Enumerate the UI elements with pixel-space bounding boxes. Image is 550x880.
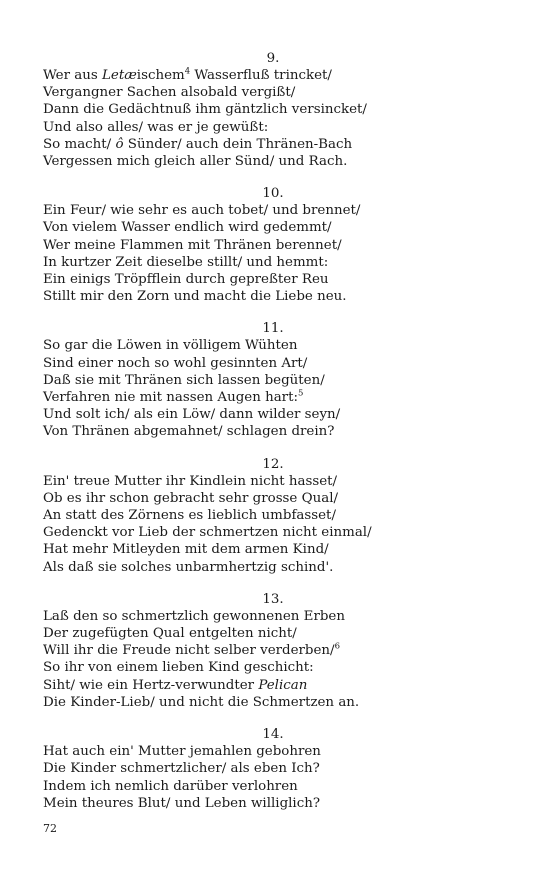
verse-line <box>43 219 483 236</box>
verse-line <box>43 778 483 795</box>
line-text: Mein theures Blut/ und Leben williglich? <box>43 795 321 811</box>
line-text: Vergangner Sachen alsobald vergißt/ <box>43 85 296 101</box>
verse-line <box>43 795 483 812</box>
line-text: In kurtzer Zeit dieselbe stillt/ und hemmt: <box>43 254 329 270</box>
line-text: Verfahren nie mit nassen Augen hart: <box>43 390 298 406</box>
verse-line <box>43 136 483 153</box>
verse-line <box>43 541 483 558</box>
verse-line <box>43 271 483 288</box>
line-text: Der zugefügten Qual entgelten nicht/ <box>43 626 297 642</box>
verse-line <box>43 84 483 101</box>
stanza-number: 10. <box>262 186 284 202</box>
line-text: So ihr von einem lieben Kind geschicht: <box>43 660 314 676</box>
verse-line <box>43 237 483 254</box>
line-text: Ein einigs Tröpfflein durch gepreßter Reu <box>43 272 329 288</box>
poem-page <box>43 50 483 827</box>
stanza-number: 9. <box>266 51 280 66</box>
stanza-number: 13. <box>262 591 284 607</box>
line-text: ischem <box>136 68 185 83</box>
verse-line <box>43 337 483 354</box>
italic-text: Pelican <box>258 677 308 693</box>
verse-line <box>43 642 483 659</box>
italic-text: Letæ <box>102 68 137 83</box>
stanza <box>43 726 483 812</box>
verse-line <box>43 507 483 524</box>
line-text: Gedenckt vor Lieb der schmertzen nicht einmal/ <box>43 525 372 541</box>
stanza <box>43 456 483 576</box>
verse-line <box>43 101 483 118</box>
line-text: Stillt mir den Zorn und macht die Liebe neu. <box>43 289 347 305</box>
stanza <box>43 320 483 440</box>
line-text: Die Kinder-Lieb/ und nicht die Schmertzen an. <box>43 694 360 710</box>
footnote-marker: 4 <box>184 66 191 77</box>
line-text: Wer aus <box>43 68 102 83</box>
stanza-number: 11. <box>262 321 284 337</box>
line-text: Wasserfluß trincket/ <box>190 68 332 83</box>
line-text: Wer meine Flammen mit Thränen berennet/ <box>43 237 342 253</box>
verse-line <box>43 288 483 305</box>
line-text: Ein' treue Mutter ihr Kindlein nicht hasset/ <box>43 473 338 489</box>
line-text: Als daß sie solches unbarmhertzig schind'. <box>43 559 334 575</box>
line-text: Hat mehr Mitleyden mit dem armen Kind/ <box>43 542 329 558</box>
line-text: Indem ich nemlich darüber verlohren <box>43 778 298 794</box>
verse-line <box>43 372 483 389</box>
line-text: Laß den so schmertzlich gewonnenen Erben <box>43 608 345 624</box>
verse-line <box>43 490 483 507</box>
page-number: 72 <box>43 822 57 835</box>
verse-line <box>43 524 483 541</box>
verse-line <box>43 406 483 423</box>
line-text: Ob es ihr schon gebracht sehr grosse Qual/ <box>43 490 338 506</box>
verse-line <box>43 559 483 576</box>
line-text: Von vielem Wasser endlich wird gedemmt/ <box>43 220 332 236</box>
verse-line <box>43 355 483 372</box>
verse-line <box>43 659 483 676</box>
line-text: So gar die Löwen in völligem Wühten <box>43 338 298 354</box>
stanza <box>43 185 483 305</box>
verse-line <box>43 119 483 136</box>
verse-line <box>43 608 483 625</box>
verse-line <box>43 389 483 406</box>
line-text: Von Thränen abgemahnet/ schlagen drein? <box>43 424 335 440</box>
stanza-number: 14. <box>262 727 284 743</box>
stanza-number: 12. <box>262 456 284 472</box>
line-text: Siht/ wie ein Hertz-verwundter <box>43 677 259 693</box>
italic-text: ô <box>115 136 124 152</box>
line-text: So macht/ <box>43 136 116 152</box>
line-text: Und also alles/ was er je gewüßt: <box>43 119 269 135</box>
line-text: Daß sie mit Thränen sich lassen begüten/ <box>43 372 325 388</box>
line-text: Will ihr die Freude nicht selber verderben/ <box>43 643 335 659</box>
line-text: Ein Feur/ wie sehr es auch tobet/ und brennet/ <box>43 203 361 219</box>
verse-line <box>43 473 483 490</box>
verse-line <box>43 694 483 711</box>
verse-line <box>43 625 483 642</box>
verse-line <box>43 760 483 777</box>
verse-line <box>43 153 483 170</box>
line-text: Vergessen mich gleich aller Sünd/ und Rach. <box>43 154 348 170</box>
footnote-marker: 5 <box>297 388 304 399</box>
verse-line <box>43 202 483 219</box>
line-text: Dann die Gedächtnuß ihm gäntzlich versincket/ <box>43 102 367 118</box>
line-text: Hat auch ein' Mutter jemahlen gebohren <box>43 744 321 760</box>
line-text: Die Kinder schmertzlicher/ als eben Ich? <box>43 761 320 777</box>
line-text: Sind einer noch so wohl gesinnten Art/ <box>43 355 308 371</box>
footnote-marker: 6 <box>334 641 340 652</box>
verse-line <box>43 254 483 271</box>
line-text: An statt des Zörnens es lieblich umbfasset/ <box>43 508 336 524</box>
line-text: Und solt ich/ als ein Löw/ dann wilder seyn/ <box>43 407 341 423</box>
line-text: Sünder/ auch dein Thränen-Bach <box>123 136 353 152</box>
verse-line <box>43 67 483 84</box>
verse-line <box>43 423 483 440</box>
stanza <box>43 50 483 170</box>
verse-line <box>43 677 483 694</box>
stanza <box>43 591 483 711</box>
verse-line <box>43 743 483 760</box>
